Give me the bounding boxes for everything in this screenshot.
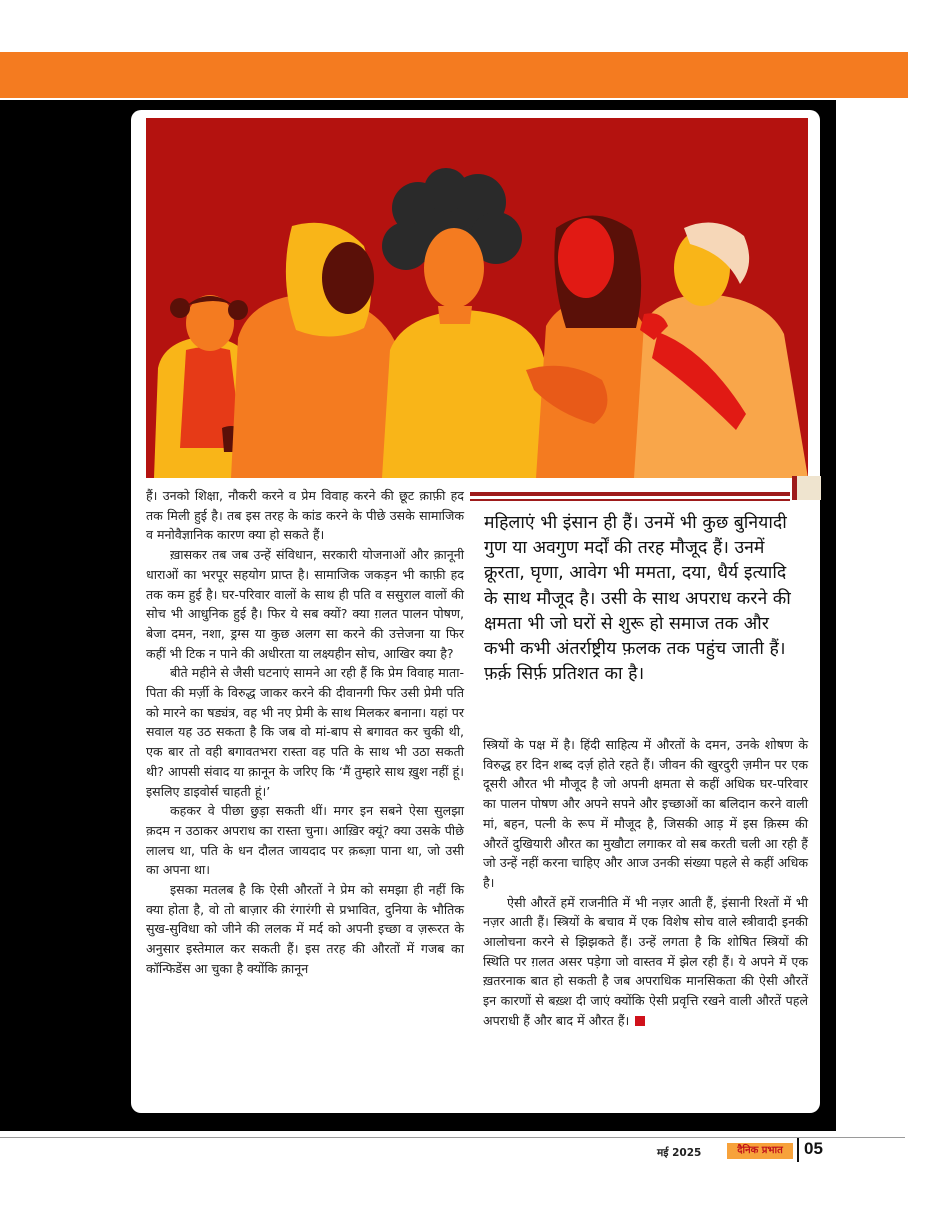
figure-center-face xyxy=(424,228,484,308)
pull-quote-rule-bottom xyxy=(470,499,790,501)
footer-rule xyxy=(0,1137,905,1138)
figure-red-face xyxy=(558,218,614,298)
footer-date: मई 2025 xyxy=(657,1147,702,1159)
article-paragraph: हैं। उनको शिक्षा, नौकरी करने व प्रेम विवाह करने की छूट क़ाफ़ी हद तक मिली हुई है। तब इस तरह के कांड करने के पीछे उसके सामाजिक व मनोवैज्ञानिक कारण क्या हो सकते हैं। xyxy=(146,488,464,543)
footer-separator xyxy=(797,1138,799,1162)
group-of-women-illustration xyxy=(146,118,808,478)
figure-child-hair-bun-left xyxy=(170,298,190,318)
decorative-accent-square xyxy=(792,476,821,500)
header-color-band xyxy=(0,52,908,98)
article-column-left xyxy=(146,486,464,979)
article-column-right xyxy=(483,735,808,1031)
figure-child-hair-bun-right xyxy=(228,300,248,320)
article-paragraph: कहकर वे पीछा छुड़ा सकती थीं। मगर इन सबने ऐसा सुलझा क़दम न उठाकर अपराध का रास्ता चुना। आख़िर क्यूं? क्या उसके पीछे लालच था, पति के धन दौलत जायदाद पर क़ब्ज़ा पाना था, जो उसी का अपना था। xyxy=(146,803,464,878)
page-number: 05 xyxy=(804,1139,823,1158)
figure-hijab-face xyxy=(322,242,374,314)
figure-center-body xyxy=(382,310,550,478)
publication-logo: दैनिक प्रभात xyxy=(727,1143,793,1159)
article-paragraph: स्त्रियों के पक्ष में है। हिंदी साहित्य में औरतों के दमन, उनके शोषण के विरुद्ध हर दिन शब्द दर्ज़ होते रहते हैं। जीवन की खुरदुरी ज़मीन पर एक दूसरी औरत भी मौजूद है जो अपनी क्षमता से कहीं अधिक घर-परिवार का पालन पोषण और अपने सपने और इच्छाओं का बलिदान करने वाली मां, बहन, पत्नी के रूप में मौजूद है, जिसकी आड़ में इस क़िस्म की औरतें दुखियारी औरत का मुखौटा लगाकर वो सब करती चली आ रही हैं जो उन्हें नहीं करना चाहिए और आज उनकी संख्या पहले से कहीं अधिक है। xyxy=(483,737,808,890)
pull-quote-rule-top xyxy=(470,492,790,496)
article-paragraph: ऐसी औरतें हमें राजनीति में भी नज़र आती हैं, इंसानी रिश्तों में भी नज़र आती हैं। स्त्रियों के बचाव में एक विशेष सोच वाले स्त्रीवादी इनकी आलोचना करने से झिझकते हैं। उन्हें लगता है कि शोषित स्त्रियों की स्थिति पर ग़लत असर पड़ेगा जो वास्तव में झेल रही हैं। ये अपने में एक ख़तरनाक बात हो सकती है जब अपराधिक मानसिकता की ऐसी औरतें इन कारणों से बख़्श दी जाएं क्योंकि ऐसी प्रवृत्ति रखने वाली औरतें पहले अपराधी हैं और बाद में औरत हैं। xyxy=(483,894,808,1028)
article-paragraph: ख़ासकर तब जब उन्हें संविधान, सरकारी योजनाओं और क़ानूनी धाराओं का भरपूर सहयोग प्राप्त है। सामाजिक जकड़न भी काफ़ी हद तक कम हुई है। घर-परिवार वालों के साथ ही पति व ससुराल वालों की सोच भी आधुनिक हुई है। फिर ये सब क्यों? क्या ग़लत पालन पोषण, बेजा दमन, नशा, ड्रग्स या कुछ अलग सा करने की उत्तेजना या फिर कहीं भी टिक न पाने की अधीरता या लक्ष्यहीन सोच, आखिर क्या है? xyxy=(146,547,464,661)
article-paragraph: बीते महीने से जैसी घटनाएं सामने आ रही हैं कि प्रेम विवाह माता-पिता की मर्ज़ी के विरुद्ध जाकर करने की दीवानगी फिर उसी प्रेमी पति को मारने का षड्यंत्र, वह भी नए प्रेमी के साथ मिलकर बनाना। यहां पर सवाल यह उठ सकता है कि जब वो मां-बाप से बगावत कर चुकी थी, एक बार तो वही बगावतभरा रास्ता वह पति के साथ भी उठा सकती थी? आपसी संवाद या क़ानून के जरिए कि ‘मैं तुम्हारे साथ ख़ुश नहीं हूं। इसलिए डाइवोर्स चाहती हूं।’ xyxy=(146,665,464,799)
article-paragraph: इसका मतलब है कि ऐसी औरतों ने प्रेम को समझा ही नहीं कि क्या होता है, वो तो बाज़ार की रंगारंगी से प्रभावित, दुनिया के भौतिक सुख-सुविधा को जीने की ललक में मर्द को अपनी इच्छा व ज़रूरत के अनुसार इस्तेमाल कर सकती हैं। इस तरह की औरतों में गजब का कॉन्फिडेंस आ चुका है क्योंकि क़ानून xyxy=(146,882,464,976)
pull-quote: महिलाएं भी इंसान ही हैं। उनमें भी कुछ बुनियादी गुण या अवगुण मर्दों की तरह मौजूद हैं। उनमें क्रूरता, घृणा, आवेग भी ममता, दया, धैर्य इत्यादि के साथ मौजूद है। उसी के साथ अपराध करने की क्षमता भी जो घरों से शुरू हो समाज तक और कभी कभी अंतर्राष्ट्रीय फ़लक तक पहुंच जाती हैं। फ़र्क़ सिर्फ़ प्रतिशत का है। xyxy=(484,513,791,685)
end-of-article-square-icon xyxy=(635,1016,645,1026)
